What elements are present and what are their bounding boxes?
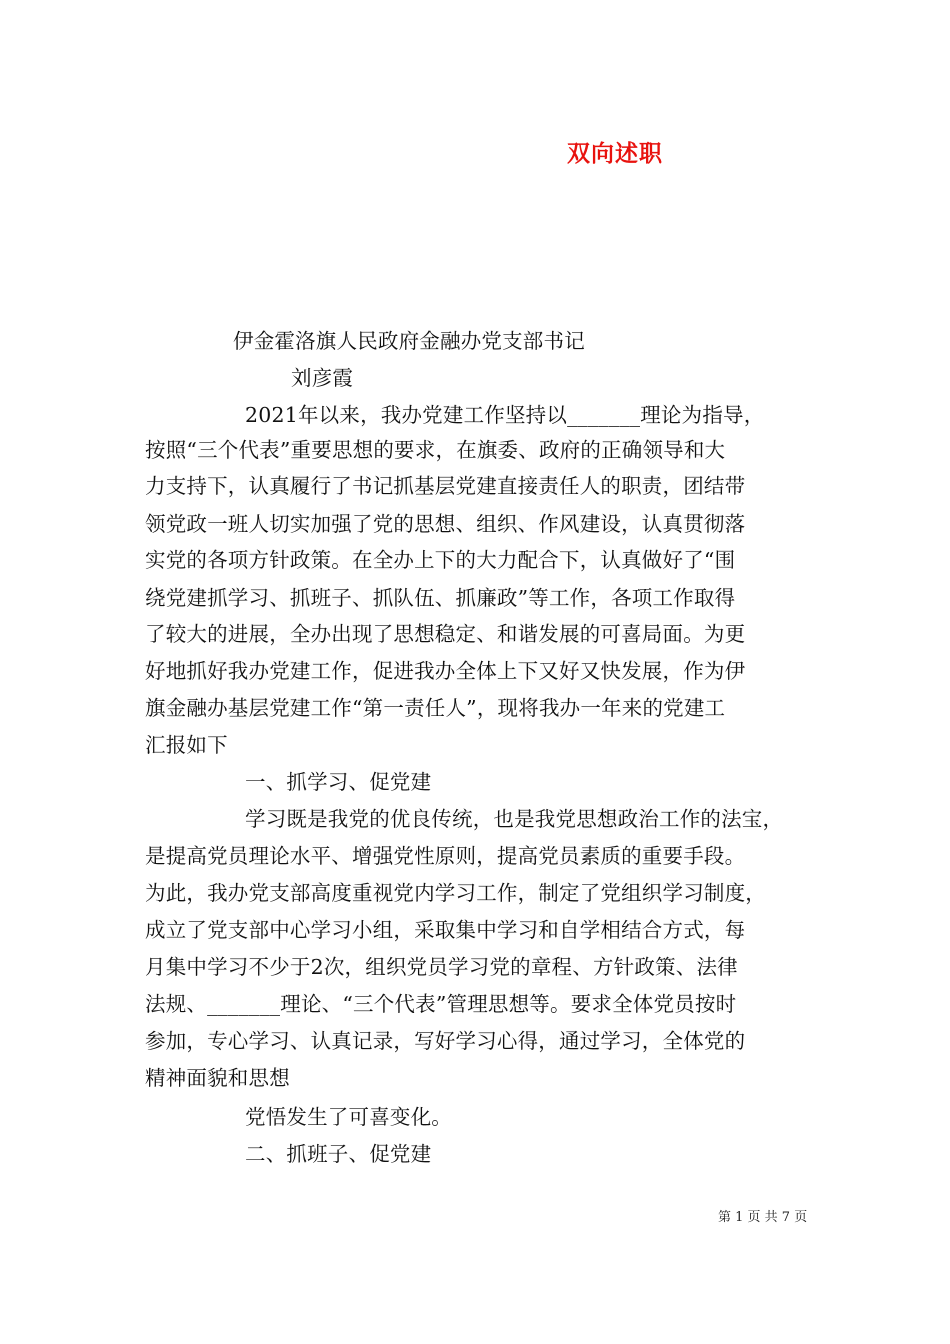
body-line: 实党的各项方针政策。在全办上下的大力配合下，认真做好了“围	[145, 548, 736, 572]
body-line: 力支持下，认真履行了书记抓基层党建直接责任人的职责，团结带	[145, 474, 746, 498]
document-title: 双向述职	[567, 140, 663, 167]
page-number: 第 1 页 共 7 页	[718, 1210, 808, 1225]
body-line: 月集中学习不少于2次，组织党员学习党的章程、方针政策、法律	[145, 955, 738, 979]
body-line: 好地抓好我办党建工作，促进我办全体上下又好又快发展，作为伊	[145, 659, 746, 683]
body-line: 法规、_______理论、“三个代表”管理思想等。要求全体党员按时	[145, 992, 737, 1016]
body-line: 按照“三个代表”重要思想的要求，在旗委、政府的正确领导和大	[145, 438, 726, 462]
body-line: 党悟发生了可喜变化。	[245, 1105, 452, 1129]
author-name: 刘彦霞	[291, 366, 354, 390]
section-heading: 一、抓学习、促党建	[245, 770, 432, 794]
body-line: 领党政一班人切实加强了党的思想、组织、作风建设，认真贯彻落	[145, 512, 746, 536]
body-line: 是提高党员理论水平、增强党性原则，提高党员素质的重要手段。	[145, 844, 746, 868]
body-line: 绕党建抓学习、抓班子、抓队伍、抓廉政”等工作，各项工作取得	[145, 586, 736, 610]
body-line: 旗金融办基层党建工作“第一责任人”，现将我办一年来的党建工	[145, 696, 726, 720]
body-line: 成立了党支部中心学习小组，采取集中学习和自学相结合方式，每	[145, 918, 746, 942]
body-line: 为此，我办党支部高度重视党内学习工作，制定了党组织学习制度，	[145, 881, 766, 905]
body-line: 参加，专心学习、认真记录，写好学习心得，通过学习，全体党的	[145, 1029, 746, 1053]
author-affiliation: 伊金霍洛旗人民政府金融办党支部书记	[233, 329, 585, 353]
body-line: 了较大的进展，全办出现了思想稳定、和谐发展的可喜局面。为更	[145, 622, 746, 646]
body-line: 汇报如下	[145, 733, 228, 757]
section-heading: 二、抓班子、促党建	[245, 1142, 432, 1166]
body-line: 精神面貌和思想	[145, 1066, 290, 1090]
body-line: 2021年以来，我办党建工作坚持以_______理论为指导，	[245, 403, 765, 427]
body-line: 学习既是我党的优良传统，也是我党思想政治工作的法宝，	[245, 807, 784, 831]
